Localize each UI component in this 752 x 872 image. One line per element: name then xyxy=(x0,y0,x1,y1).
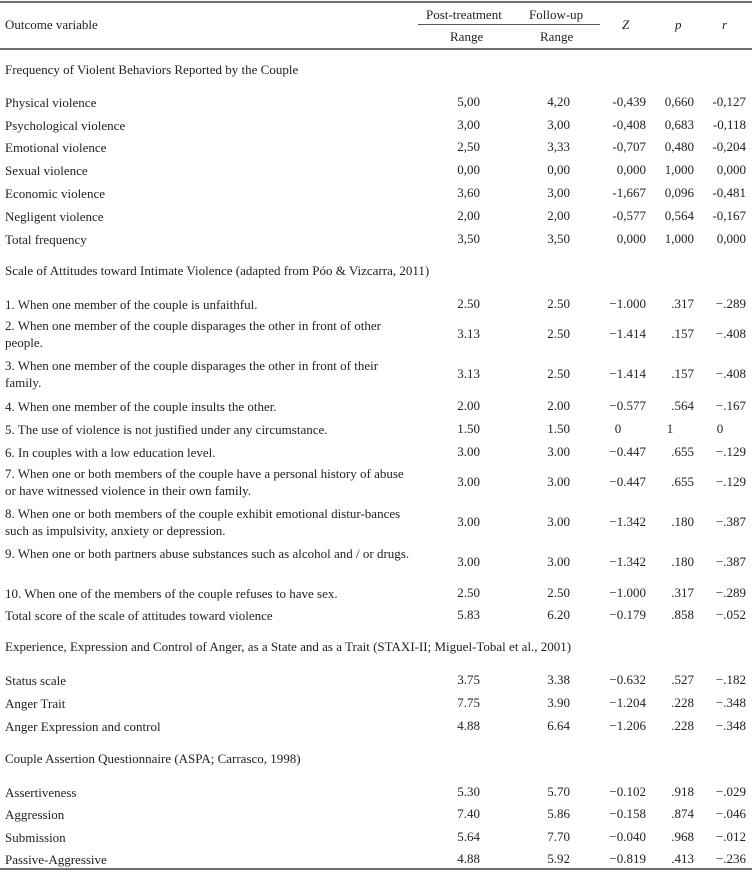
p-value: .157 xyxy=(671,326,694,341)
row-label: Economic violence xyxy=(5,186,105,201)
p-value: .317 xyxy=(671,296,694,311)
r-value: −.289 xyxy=(715,585,746,600)
post-value: 7.40 xyxy=(457,806,480,821)
follow-value: 6.64 xyxy=(547,718,570,733)
z-value: 0 xyxy=(614,421,622,436)
p-value: .180 xyxy=(671,514,694,529)
z-value: −0.158 xyxy=(609,806,646,821)
post-value: 5,00 xyxy=(457,94,480,109)
post-value: 2.00 xyxy=(457,398,480,413)
row-label: 4. When one member of the couple insults the other. xyxy=(5,399,277,414)
post-value: 2.50 xyxy=(457,585,480,600)
z-value: -1,667 xyxy=(612,185,646,200)
p-value: 0,683 xyxy=(664,117,694,132)
header-range-follow: Range xyxy=(540,29,574,44)
post-value: 3,60 xyxy=(457,185,480,200)
header-r: r xyxy=(722,17,728,32)
z-value: −1.000 xyxy=(609,296,646,311)
r-value: -0,167 xyxy=(712,208,746,223)
r-value: -0,127 xyxy=(712,94,746,109)
r-value: −.408 xyxy=(715,326,746,341)
z-value: −1.342 xyxy=(609,514,646,529)
z-value: −1.206 xyxy=(609,718,646,733)
p-value: 1 xyxy=(666,421,674,436)
p-value: .858 xyxy=(671,607,694,622)
p-value: 0,096 xyxy=(664,185,694,200)
follow-value: 7.70 xyxy=(547,829,570,844)
row-label: Psychological violence xyxy=(5,118,126,133)
post-value: 3,00 xyxy=(457,117,480,132)
z-value: −0.102 xyxy=(609,784,646,799)
r-value: 0,000 xyxy=(716,162,746,177)
follow-value: 3,33 xyxy=(547,139,570,154)
p-value: .228 xyxy=(671,695,694,710)
follow-value: 3,00 xyxy=(547,185,570,200)
r-value: −.289 xyxy=(715,296,746,311)
post-value: 2,00 xyxy=(457,208,480,223)
follow-value: 2.50 xyxy=(547,296,570,311)
p-value: .413 xyxy=(671,851,694,866)
row-label: Negligent violence xyxy=(5,209,104,224)
header-rule xyxy=(0,48,752,50)
row-label: Passive-Aggressive xyxy=(5,852,107,867)
header-p: p xyxy=(675,17,682,32)
z-value: 0,000 xyxy=(616,231,646,246)
row-label: 2. When one member of the couple disparages the other in front of other people. xyxy=(5,318,381,350)
follow-value: 5.86 xyxy=(547,806,570,821)
r-value: 0 xyxy=(716,421,724,436)
row-label: Total score of the scale of attitudes toward violence xyxy=(5,608,273,623)
z-value: -0,439 xyxy=(612,94,646,109)
post-value: 3.00 xyxy=(457,474,480,489)
follow-value: 2.50 xyxy=(547,366,570,381)
p-value: .527 xyxy=(671,672,694,687)
row-label: 10. When one of the members of the couple refuses to have sex. xyxy=(5,586,338,601)
follow-value: 4,20 xyxy=(547,94,570,109)
z-value: −0.447 xyxy=(609,444,646,459)
row-label: 6. In couples with a low education level. xyxy=(5,445,216,460)
r-value: −.236 xyxy=(715,851,746,866)
r-value: −.348 xyxy=(715,695,746,710)
post-value: 2,50 xyxy=(457,139,480,154)
row-label: Emotional violence xyxy=(5,140,107,155)
p-value: .655 xyxy=(671,444,694,459)
post-value: 3.13 xyxy=(457,326,480,341)
follow-value: 2,00 xyxy=(547,208,570,223)
p-value: .564 xyxy=(671,398,694,413)
p-value: 1,000 xyxy=(664,231,694,246)
post-value: 0,00 xyxy=(457,162,480,177)
z-value: 0,000 xyxy=(616,162,646,177)
section-title: Frequency of Violent Behaviors Reported by the Couple xyxy=(5,62,299,77)
r-value: −.029 xyxy=(715,784,746,799)
section-title: Scale of Attitudes toward Intimate Violence (adapted from Póo & Vizcarra, 2011) xyxy=(5,263,430,278)
r-value: −.129 xyxy=(715,474,746,489)
post-value: 3.00 xyxy=(457,444,480,459)
z-value: -0,707 xyxy=(612,139,646,154)
r-value: −.012 xyxy=(715,829,746,844)
follow-value: 2.50 xyxy=(547,326,570,341)
post-value: 5.30 xyxy=(457,784,480,799)
header-outcome-variable: Outcome variable xyxy=(5,17,98,32)
follow-value: 3.90 xyxy=(547,695,570,710)
p-value: 0,660 xyxy=(664,94,694,109)
row-label: Sexual violence xyxy=(5,163,88,178)
header-follow-up: Follow-up xyxy=(529,7,584,22)
row-label: Submission xyxy=(5,830,66,845)
follow-value: 2.00 xyxy=(547,398,570,413)
follow-value: 1.50 xyxy=(547,421,570,436)
row-label: Anger Trait xyxy=(5,696,66,711)
r-value: −.387 xyxy=(715,554,746,569)
p-value: 0,564 xyxy=(664,208,694,223)
post-value: 2.50 xyxy=(457,296,480,311)
z-value: −1.342 xyxy=(609,554,646,569)
post-value: 3,50 xyxy=(457,231,480,246)
p-value: .918 xyxy=(671,784,694,799)
z-value: −1.204 xyxy=(609,695,646,710)
row-label: 1. When one member of the couple is unfaithful. xyxy=(5,297,258,312)
z-value: −1.414 xyxy=(609,366,646,381)
z-value: −0.632 xyxy=(609,672,646,687)
section-title: Couple Assertion Questionnaire (ASPA; Carrasco, 1998) xyxy=(5,751,301,766)
row-label: 7. When one or both members of the couple have a personal history of abuse or have witnessed violence in their own family. xyxy=(5,466,404,498)
header-range-post: Range xyxy=(450,29,484,44)
follow-value: 3.00 xyxy=(547,554,570,569)
r-value: −.052 xyxy=(715,607,746,622)
p-value: .157 xyxy=(671,366,694,381)
row-label: 9. When one or both partners abuse substances such as alcohol and / or drugs. xyxy=(5,546,410,561)
post-value: 4.88 xyxy=(457,851,480,866)
follow-value: 0,00 xyxy=(547,162,570,177)
row-label: Physical violence xyxy=(5,95,97,110)
r-value: −.167 xyxy=(715,398,746,413)
p-value: .228 xyxy=(671,718,694,733)
row-label: 8. When one or both members of the couple exhibit emotional distur-bances such as impulsivity, anxiety or depression. xyxy=(5,506,401,538)
row-label: 5. The use of violence is not justified under any circumstance. xyxy=(5,422,328,437)
post-value: 3.00 xyxy=(457,554,480,569)
z-value: −1.000 xyxy=(609,585,646,600)
row-label: Status scale xyxy=(5,673,67,688)
p-value: 0,480 xyxy=(664,139,694,154)
r-value: −.129 xyxy=(715,444,746,459)
row-label: Anger Expression and control xyxy=(5,719,161,734)
follow-value: 3.00 xyxy=(547,474,570,489)
header-z: Z xyxy=(622,17,630,32)
follow-value: 6.20 xyxy=(547,607,570,622)
r-value: -0,118 xyxy=(712,117,746,132)
r-value: -0,204 xyxy=(712,139,746,154)
follow-value: 3.00 xyxy=(547,514,570,529)
post-value: 4.88 xyxy=(457,718,480,733)
r-value: -0,481 xyxy=(712,185,746,200)
z-value: −0.577 xyxy=(609,398,646,413)
top-rule xyxy=(0,1,752,3)
row-label: 3. When one member of the couple disparages the other in front of their family. xyxy=(5,358,379,390)
z-value: −0.179 xyxy=(609,607,646,622)
bottom-rule xyxy=(0,868,752,870)
follow-value: 3.38 xyxy=(547,672,570,687)
post-value: 5.83 xyxy=(457,607,480,622)
follow-value: 3,50 xyxy=(547,231,570,246)
post-value: 5.64 xyxy=(457,829,480,844)
p-value: .655 xyxy=(671,474,694,489)
post-value: 3.75 xyxy=(457,672,480,687)
row-label: Aggression xyxy=(5,807,65,822)
post-value: 3.13 xyxy=(457,366,480,381)
z-value: −0.040 xyxy=(609,829,646,844)
follow-value: 3.00 xyxy=(547,444,570,459)
r-value: −.182 xyxy=(715,672,746,687)
row-label: Assertiveness xyxy=(5,785,77,800)
post-value: 7.75 xyxy=(457,695,480,710)
row-label: Total frequency xyxy=(5,232,87,247)
r-value: −.046 xyxy=(715,806,746,821)
follow-value: 5.70 xyxy=(547,784,570,799)
section-title: Experience, Expression and Control of Anger, as a State and as a Trait (STAXI-II; Miguel-Tobal et al., 2001) xyxy=(5,639,572,654)
p-value: .874 xyxy=(671,806,694,821)
column-span-rule xyxy=(418,24,600,25)
post-value: 1.50 xyxy=(457,421,480,436)
r-value: −.387 xyxy=(715,514,746,529)
r-value: −.408 xyxy=(715,366,746,381)
p-value: .968 xyxy=(671,829,694,844)
z-value: -0,408 xyxy=(612,117,646,132)
z-value: −0.819 xyxy=(609,851,646,866)
post-value: 3.00 xyxy=(457,514,480,529)
follow-value: 5.92 xyxy=(547,851,570,866)
follow-value: 3,00 xyxy=(547,117,570,132)
header-post-treatment: Post-treatment xyxy=(426,7,502,22)
r-value: −.348 xyxy=(715,718,746,733)
follow-value: 2.50 xyxy=(547,585,570,600)
p-value: .317 xyxy=(671,585,694,600)
p-value: 1,000 xyxy=(664,162,694,177)
z-value: −1.414 xyxy=(609,326,646,341)
r-value: 0,000 xyxy=(716,231,746,246)
z-value: -0,577 xyxy=(612,208,646,223)
p-value: .180 xyxy=(671,554,694,569)
z-value: −0.447 xyxy=(609,474,646,489)
